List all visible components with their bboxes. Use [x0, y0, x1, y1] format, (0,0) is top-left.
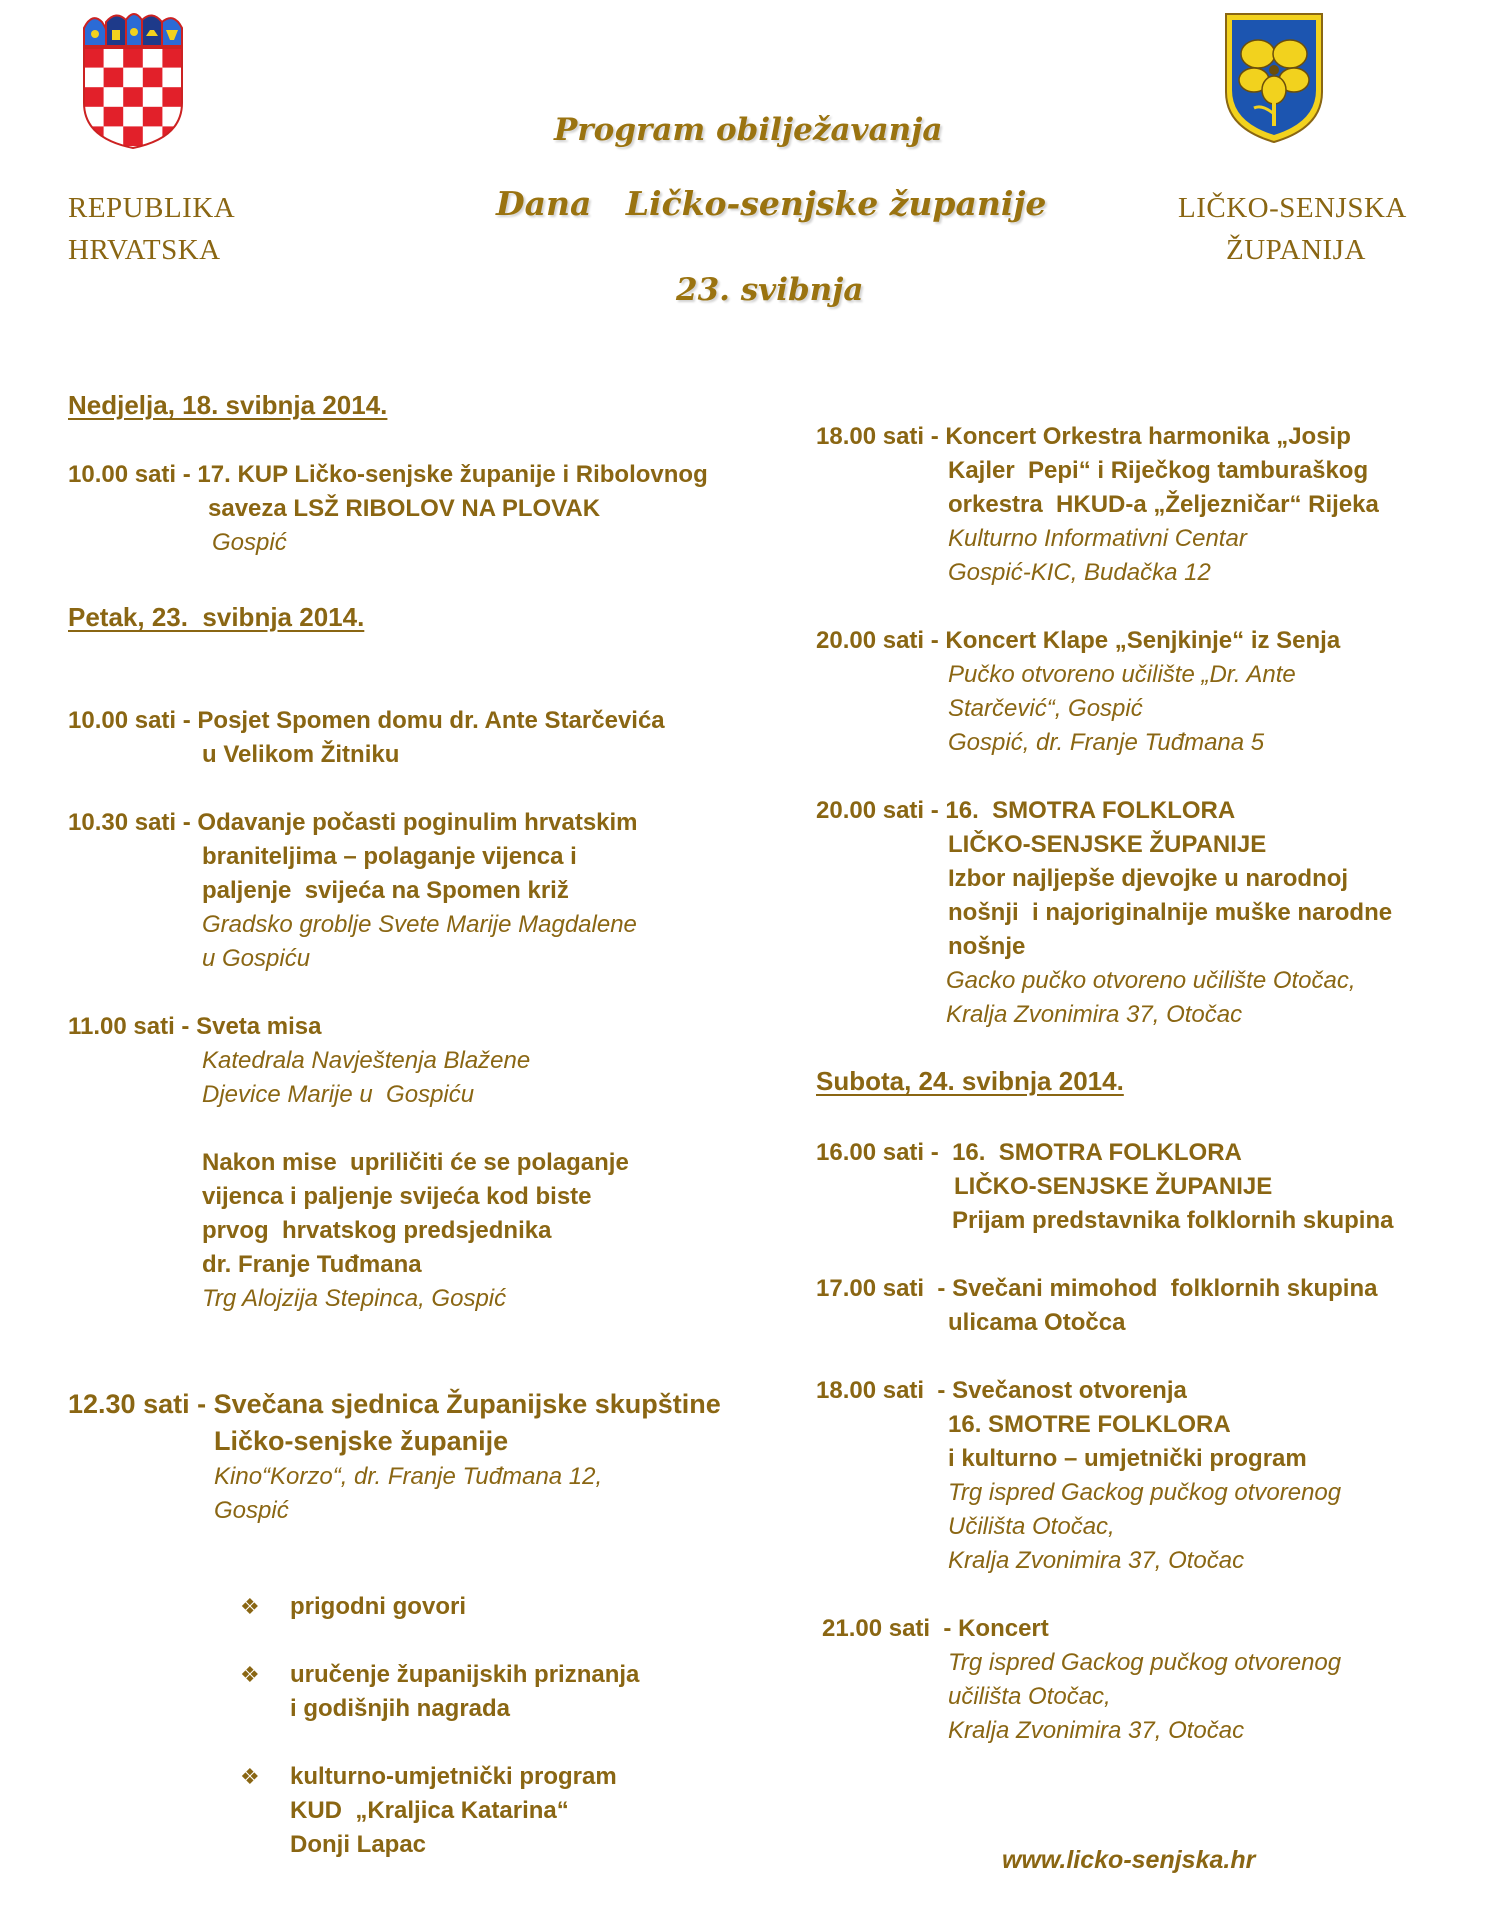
event-title-line: Kajler Pepi“ i Riječkog tamburaškog — [948, 457, 1369, 484]
event-sunday-1000 — [68, 458, 708, 560]
event-location: Gospić — [214, 1497, 289, 1524]
event-location: u Gospiću — [202, 945, 311, 972]
event-saturday-1800 — [816, 1374, 1341, 1578]
event-location: Gradsko groblje Svete Marije Magdalene — [202, 911, 637, 938]
event-location: Gospić, dr. Franje Tuđmana 5 — [948, 729, 1265, 756]
program-title: Program obilježavanja — [554, 112, 943, 148]
event-title-line: 16. SMOTRE FOLKLORA — [948, 1411, 1231, 1438]
event-location: Katedrala Navještenja Blažene — [202, 1047, 531, 1074]
republic-label-line2: HRVATSKA — [68, 234, 221, 266]
republic-label-line1: REPUBLIKA — [68, 192, 236, 224]
event-title-line: Nakon mise upriličiti će se polaganje — [202, 1149, 629, 1176]
event-saturday-1700 — [816, 1272, 1377, 1340]
event-title-line: prvog hrvatskog predsjednika — [202, 1217, 552, 1244]
county-label-line2: ŽUPANIJA — [1226, 234, 1366, 266]
event-title-line: 11.00 sati - Sveta misa — [68, 1013, 322, 1040]
event-location: Djevice Marije u Gospiću — [202, 1081, 475, 1108]
event-location: Gospić-KIC, Budačka 12 — [948, 559, 1211, 586]
event-saturday-2100 — [822, 1612, 1341, 1748]
event-title-line: LIČKO-SENJSKE ŽUPANIJE — [954, 1173, 1273, 1200]
event-title-line: ulicama Otočca — [948, 1309, 1126, 1336]
event-title-line: 10.00 sati - 17. KUP Ličko-senjske županije i Ribolovnog — [68, 461, 708, 488]
bullet-item — [240, 1760, 617, 1862]
county-coat-of-arms — [1222, 10, 1326, 146]
event-location: Kralja Zvonimira 37, Otočac — [946, 1001, 1243, 1028]
event-location: Kulturno Informativni Centar — [948, 525, 1247, 552]
bullet-text: uručenje županijskih priznanja — [290, 1661, 640, 1688]
event-friday-1800 — [816, 420, 1379, 590]
event-title-line: 12.30 sati - Svečana sjednica Županijske skupštine — [68, 1389, 721, 1419]
event-location: Gacko pučko otvoreno učilište Otočac, — [946, 967, 1356, 994]
event-title-line: 20.00 sati - 16. SMOTRA FOLKLORA — [816, 797, 1236, 824]
bullet-text: KUD „Kraljica Katarina“ — [290, 1797, 569, 1824]
event-friday-1230 — [68, 1386, 721, 1528]
bullet-text: i godišnjih nagrada — [290, 1695, 511, 1722]
event-location: Starčević“, Gospić — [948, 695, 1143, 722]
bullet-item — [240, 1658, 639, 1726]
bullet-text: prigodni govori — [290, 1593, 466, 1620]
day-heading-sunday: Nedjelja, 18. svibnja 2014. — [68, 390, 388, 420]
event-title-line: dr. Franje Tuđmana — [202, 1251, 422, 1278]
diamond-bullet-icon: ❖ — [240, 1594, 260, 1619]
event-location: Učilišta Otočac, — [948, 1513, 1115, 1540]
event-title: Dana Ličko-senjske županije — [496, 184, 1047, 223]
day-heading-saturday: Subota, 24. svibnja 2014. — [816, 1066, 1124, 1096]
event-title-line: 16.00 sati - 16. SMOTRA FOLKLORA — [816, 1139, 1242, 1166]
event-title-line: nošnje — [948, 933, 1026, 960]
event-date: 23. svibnja — [676, 272, 864, 308]
event-title-line: Izbor najljepše djevojke u narodnoj — [948, 865, 1349, 892]
diamond-bullet-icon: ❖ — [240, 1662, 260, 1687]
website-link[interactable]: www.licko-senjska.hr — [1002, 1846, 1256, 1874]
event-friday-2000-klapa — [816, 624, 1340, 760]
event-friday-2000-folklore — [816, 794, 1392, 1032]
event-title-line: 18.00 sati - Koncert Orkestra harmonika „Josip — [816, 423, 1351, 450]
event-title-line: i kulturno – umjetnički program — [948, 1445, 1307, 1472]
event-location: Trg Alojzija Stepinca, Gospić — [202, 1285, 507, 1312]
diamond-bullet-icon: ❖ — [240, 1764, 260, 1789]
event-location: Kralja Zvonimira 37, Otočac — [948, 1547, 1245, 1574]
event-title-line: 18.00 sati - Svečanost otvorenja — [816, 1377, 1187, 1404]
day-heading-friday: Petak, 23. svibnja 2014. — [68, 602, 365, 632]
event-title-line: 10.30 sati - Odavanje počasti poginulim hrvatskim — [68, 809, 638, 836]
event-location: Trg ispred Gackog pučkog otvorenog — [948, 1649, 1342, 1676]
croatia-coat-of-arms — [78, 8, 188, 150]
event-friday-1000 — [68, 704, 665, 772]
county-label-line1: LIČKO-SENJSKA — [1178, 192, 1407, 224]
event-title-line: 10.00 sati - Posjet Spomen domu dr. Ante Starčevića — [68, 707, 665, 734]
event-title-line: saveza LSŽ RIBOLOV NA PLOVAK — [208, 495, 601, 522]
event-location: Pučko otvoreno učilište „Dr. Ante — [948, 661, 1296, 688]
event-title-line: 20.00 sati - Koncert Klape „Senjkinje“ iz Senja — [816, 627, 1341, 654]
event-title-line: Prijam predstavnika folklornih skupina — [952, 1207, 1394, 1234]
event-friday-1030 — [68, 806, 638, 976]
event-title-line: nošnji i najoriginalnije muške narodne — [948, 899, 1393, 926]
event-title-line: orkestra HKUD-a „Željezničar“ Rijeka — [948, 491, 1379, 518]
event-title-line: 17.00 sati - Svečani mimohod folklornih skupina — [816, 1275, 1378, 1302]
event-location: učilišta Otočac, — [948, 1683, 1111, 1710]
event-title-line: 21.00 sati - Koncert — [822, 1615, 1049, 1642]
bullet-text: Donji Lapac — [290, 1831, 427, 1858]
event-location: Gospić — [212, 529, 287, 556]
event-title-line: u Velikom Žitniku — [202, 741, 400, 768]
event-location: Kralja Zvonimira 37, Otočac — [948, 1717, 1245, 1744]
event-title-line: vijenca i paljenje svijeća kod biste — [202, 1183, 592, 1210]
event-location: Kino“Korzo“, dr. Franje Tuđmana 12, — [214, 1463, 603, 1490]
bullet-item — [240, 1590, 466, 1624]
event-title-line: LIČKO-SENJSKE ŽUPANIJE — [948, 831, 1267, 858]
event-title-line: Ličko-senjske županije — [214, 1426, 509, 1456]
event-title-line: braniteljima – polaganje vijenca i — [202, 843, 577, 870]
event-friday-wreath — [202, 1146, 629, 1316]
event-friday-1100 — [68, 1010, 530, 1112]
event-title-line: paljenje svijeća na Spomen križ — [202, 877, 569, 904]
event-location: Trg ispred Gackog pučkog otvorenog — [948, 1479, 1342, 1506]
event-saturday-1600 — [816, 1136, 1393, 1238]
bullet-text: kulturno-umjetnički program — [290, 1763, 617, 1790]
